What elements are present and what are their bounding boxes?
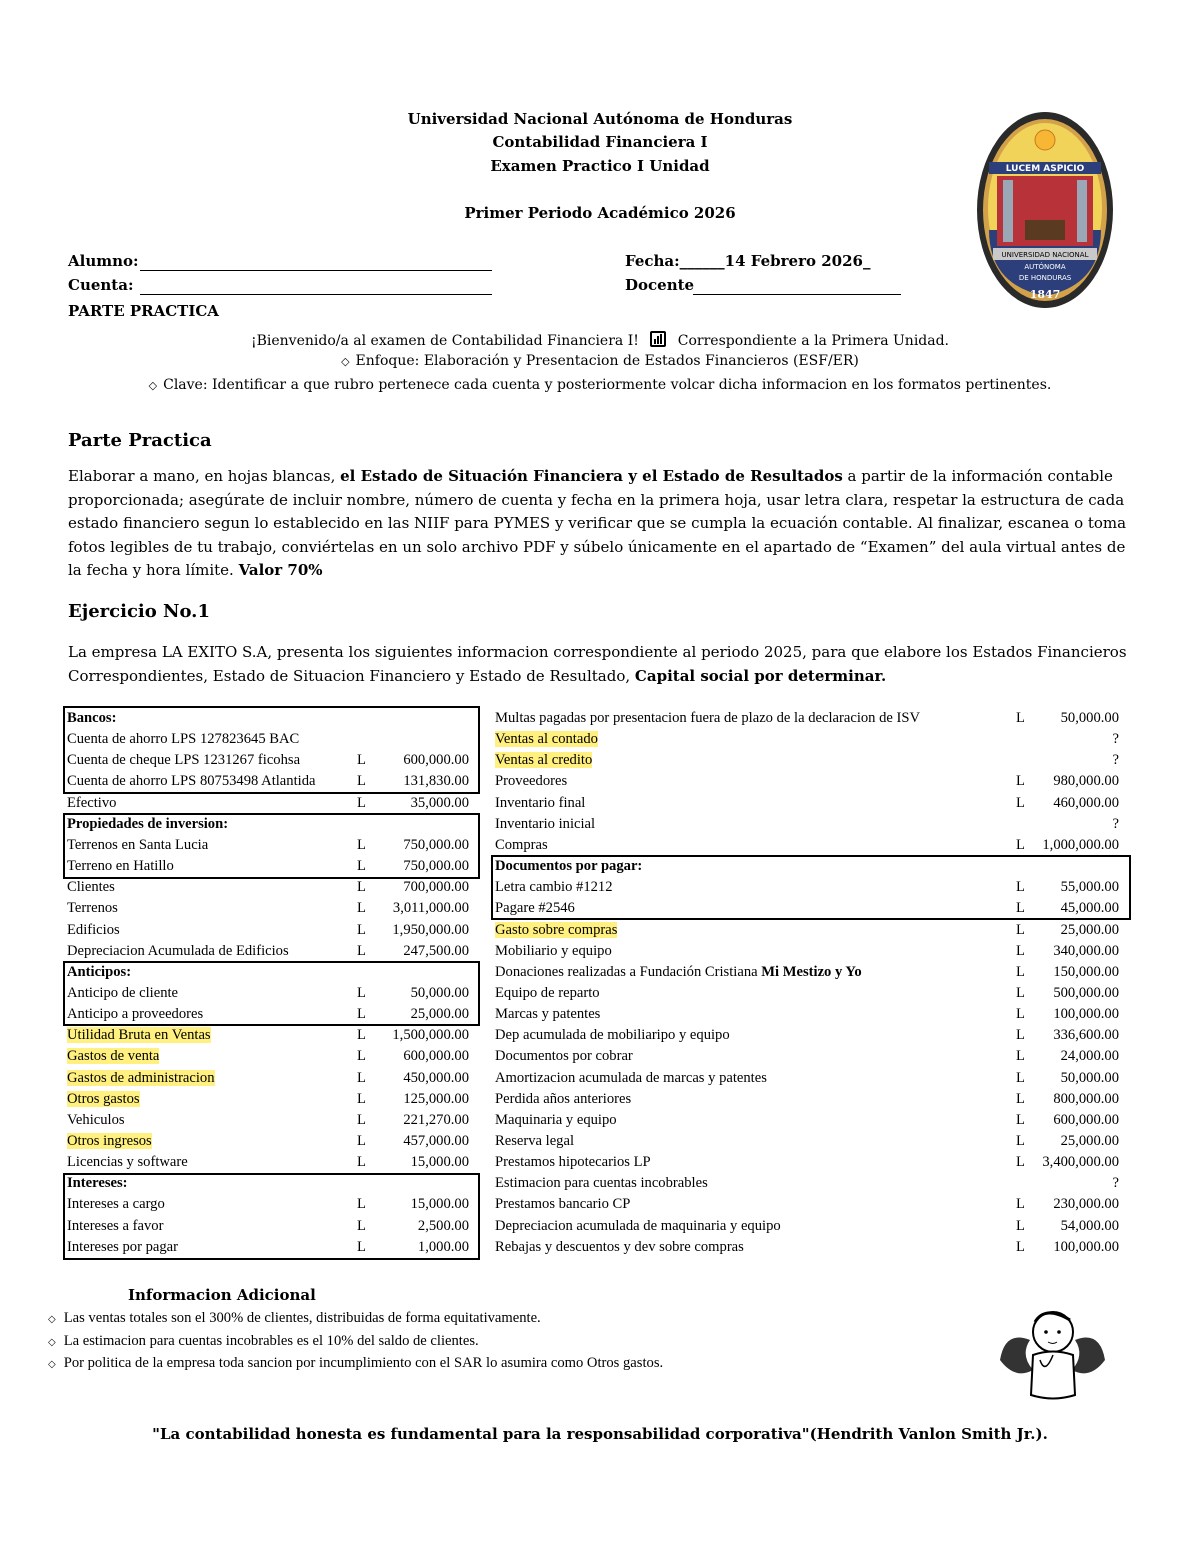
currency-label: L xyxy=(357,921,366,938)
account-name: Donaciones realizadas a Fundación Cristiana Mi Mestizo y Yo xyxy=(495,963,862,980)
account-name: Utilidad Bruta en Ventas xyxy=(67,1027,211,1044)
exercise-text-bold: Capital social por determinar. xyxy=(634,666,887,685)
account-name: Estimacion para cuentas incobrables xyxy=(495,1175,708,1192)
amount-value: 125,000.00 xyxy=(403,1090,469,1107)
table-row xyxy=(67,1068,469,1089)
account-name: Intereses por pagar xyxy=(67,1238,179,1255)
amount-value: 150,000.00 xyxy=(1053,963,1119,980)
list-item: ◇ Las ventas totales son el 300% de clientes, distribuidas de forma equitativamente. xyxy=(48,1310,541,1326)
focus-text: Enfoque: Elaboración y Presentacion de Estados Financieros (ESF/ER) xyxy=(355,353,859,369)
currency-label: L xyxy=(1016,794,1025,811)
date-field: Fecha:______14 Febrero 2026_ xyxy=(625,252,871,270)
account-name: Terrenos xyxy=(67,900,118,917)
account-name: Anticipo a proveedores xyxy=(67,1006,204,1023)
account-name: Propiedades de inversion: xyxy=(67,815,229,832)
currency-label: L xyxy=(357,900,366,917)
account-name: Ventas al contado xyxy=(495,731,598,748)
currency-label: L xyxy=(1016,1196,1025,1213)
currency-label: L xyxy=(1016,1048,1025,1065)
account-name: Marcas y patentes xyxy=(495,1006,601,1023)
table-row xyxy=(67,877,469,898)
amount-value: 600,000.00 xyxy=(1053,1111,1119,1128)
table-row xyxy=(67,1025,469,1046)
currency-label: L xyxy=(1016,1217,1025,1234)
account-name: Cuenta de ahorro LPS 127823645 BAC xyxy=(67,731,300,748)
focus-line xyxy=(0,353,1200,369)
anticipos-group-box xyxy=(63,961,480,1026)
amount-value: 340,000.00 xyxy=(1053,942,1119,959)
practice-title: Parte Practica xyxy=(68,430,212,451)
account-number-line[interactable] xyxy=(140,294,492,295)
amount-value: 131,830.00 xyxy=(403,773,469,790)
currency-label: L xyxy=(1016,984,1025,1001)
amount-value: 50,000.00 xyxy=(1060,710,1119,726)
amount-value: 2,500.00 xyxy=(417,1217,469,1234)
amount-value: 800,000.00 xyxy=(1053,1090,1119,1107)
amount-value: 45,000.00 xyxy=(1060,900,1119,917)
table-row xyxy=(495,708,1119,729)
seal-year: 1847 xyxy=(1029,288,1061,301)
practice-text-1: Elaborar a mano, en hojas blancas, xyxy=(68,467,341,485)
account-name: Prestamos bancario CP xyxy=(495,1196,631,1213)
amount-value: 100,000.00 xyxy=(1053,1238,1119,1255)
key-line xyxy=(0,377,1200,393)
account-name: Maquinaria y equipo xyxy=(495,1111,617,1128)
currency-label: L xyxy=(357,1048,366,1065)
currency-label: L xyxy=(1016,710,1025,726)
teacher-label: Docente xyxy=(625,276,695,294)
account-name: Amortizacion acumulada de marcas y patentes xyxy=(495,1069,767,1086)
account-name: Cuenta de ahorro LPS 80753498 Atlantida xyxy=(67,773,316,790)
account-name: Depreciacion Acumulada de Edificios xyxy=(67,942,289,959)
table-row xyxy=(495,941,1119,962)
table-row xyxy=(67,1152,469,1173)
intereses-group-box xyxy=(63,1173,480,1260)
table-row xyxy=(67,1110,469,1131)
account-name: Terrenos en Santa Lucia xyxy=(67,836,209,853)
account-name: Reserva legal xyxy=(495,1133,575,1149)
currency-label: L xyxy=(357,1006,366,1023)
amount-value: 1,950,000.00 xyxy=(392,921,469,938)
currency-label: L xyxy=(357,1238,366,1255)
table-row xyxy=(495,835,1119,856)
currency-label: L xyxy=(1016,1027,1025,1044)
seal-motto: LUCEM ASPICIO xyxy=(1005,164,1085,174)
currency-label: L xyxy=(357,794,366,811)
account-name: Prestamos hipotecarios LP xyxy=(495,1154,651,1171)
account-name: Anticipos: xyxy=(67,963,132,980)
welcome-text-2: Correspondiente a la Primera Unidad. xyxy=(677,333,950,349)
account-label: Cuenta: xyxy=(68,276,134,294)
additional-list xyxy=(48,1308,663,1376)
additional-title: Informacion Adicional xyxy=(128,1286,316,1304)
amount-value: 55,000.00 xyxy=(1060,879,1119,896)
table-row xyxy=(495,1089,1119,1110)
practice-text-bold: el Estado de Situación Financiera y el Estado de Resultados xyxy=(340,467,843,485)
diamond-bullet-icon: ◇ xyxy=(48,1336,56,1348)
exam-title: Examen Practico I Unidad xyxy=(490,157,710,175)
documentos-group-box xyxy=(491,855,1131,920)
amount-value: 15,000.00 xyxy=(410,1196,469,1213)
currency-label: L xyxy=(1016,1090,1025,1107)
currency-label: L xyxy=(1016,900,1025,917)
closing-quote: "La contabilidad honesta es fundamental para la responsabilidad corporativa"(Hendrith Vanlon Smith Jr.). xyxy=(152,1425,1048,1443)
diamond-bullet-icon: ◇ xyxy=(148,379,158,392)
amount-value: 35,000.00 xyxy=(410,794,469,811)
currency-label: L xyxy=(1016,1006,1025,1023)
amount-value: 700,000.00 xyxy=(403,879,469,896)
diamond-bullet-icon: ◇ xyxy=(48,1314,56,1325)
table-row xyxy=(495,983,1119,1004)
amount-value: 1,500,000.00 xyxy=(392,1027,469,1044)
currency-label: L xyxy=(357,773,366,790)
amount-value: 230,000.00 xyxy=(1053,1196,1119,1213)
table-row xyxy=(495,1173,1119,1194)
exercise-paragraph xyxy=(68,641,1133,688)
amount-value: 1,000,000.00 xyxy=(1042,836,1119,853)
amount-value: 50,000.00 xyxy=(1060,1069,1119,1086)
currency-label: L xyxy=(1016,1069,1025,1086)
account-name: Proveedores xyxy=(495,773,568,790)
table-row xyxy=(495,1110,1119,1131)
teacher-name-line[interactable] xyxy=(693,294,901,295)
table-row xyxy=(495,1131,1119,1152)
currency-label: L xyxy=(357,752,366,769)
currency-label: L xyxy=(357,1069,366,1086)
account-name: Letra cambio #1212 xyxy=(495,879,613,896)
table-row xyxy=(495,1025,1119,1046)
university-seal xyxy=(975,110,1115,310)
currency-label: L xyxy=(1016,773,1025,790)
practice-paragraph xyxy=(68,465,1133,583)
propiedades-group-box xyxy=(63,813,480,879)
amount-value: 100,000.00 xyxy=(1053,1006,1119,1023)
amount-value: 54,000.00 xyxy=(1060,1217,1119,1234)
amount-value: 980,000.00 xyxy=(1053,773,1119,790)
table-row xyxy=(495,1046,1119,1067)
account-name: Dep acumulada de mobiliaripo y equipo xyxy=(495,1027,730,1044)
table-row xyxy=(495,750,1119,771)
amount-value: 500,000.00 xyxy=(1053,984,1119,1001)
exercise-title: Ejercicio No.1 xyxy=(68,601,210,622)
currency-label: L xyxy=(357,1217,366,1234)
currency-label: L xyxy=(357,858,366,875)
currency-label: L xyxy=(357,879,366,896)
currency-label: L xyxy=(1016,942,1025,959)
diamond-bullet-icon: ◇ xyxy=(48,1359,56,1370)
currency-label: L xyxy=(1016,921,1025,938)
account-name: Intereses: xyxy=(67,1175,128,1192)
account-name: Perdida años anteriores xyxy=(495,1090,632,1107)
account-name: Bancos: xyxy=(67,710,117,726)
exercise-text: La empresa LA EXITO S.A, presenta los siguientes informacion correspondiente al periodo 2025, para que elabore los Estados Financieros Correspondientes, Estado de Situacion Financiero y Estado de Resultado, xyxy=(68,643,1127,685)
table-row xyxy=(495,729,1119,750)
amount-value: 221,270.00 xyxy=(403,1111,469,1128)
table-row xyxy=(495,920,1119,941)
account-name: Pagare #2546 xyxy=(495,900,575,917)
amount-value: ? xyxy=(1112,731,1119,748)
practice-value: Valor 70% xyxy=(238,561,323,579)
amount-value: 600,000.00 xyxy=(403,1048,469,1065)
currency-label: L xyxy=(357,984,366,1001)
table-row xyxy=(67,920,469,941)
currency-label: L xyxy=(1016,1238,1025,1255)
student-name-line[interactable] xyxy=(140,270,492,271)
account-name: Ventas al credito xyxy=(495,752,593,769)
table-row xyxy=(67,898,469,919)
currency-label: L xyxy=(357,1027,366,1044)
account-name: Cuenta de cheque LPS 1231267 ficohsa xyxy=(67,752,301,769)
welcome-line xyxy=(0,330,1200,349)
student-label: Alumno: xyxy=(68,252,139,270)
currency-label: L xyxy=(357,1111,366,1128)
table-row xyxy=(495,1068,1119,1089)
amount-value: ? xyxy=(1112,815,1119,832)
amount-value: 25,000.00 xyxy=(1060,921,1119,938)
table-row xyxy=(495,1004,1119,1025)
amount-value: 457,000.00 xyxy=(403,1133,469,1149)
amount-value: ? xyxy=(1112,1175,1119,1192)
seal-name-line3: DE HONDURAS xyxy=(1018,274,1072,282)
currency-label: L xyxy=(357,1196,366,1213)
amount-value: ? xyxy=(1112,752,1119,769)
table-row xyxy=(495,1237,1119,1258)
account-name: Compras xyxy=(495,836,548,853)
amount-value: 25,000.00 xyxy=(410,1006,469,1023)
amount-value: 3,011,000.00 xyxy=(392,900,469,917)
course-name: Contabilidad Financiera I xyxy=(492,133,708,151)
account-name: Intereses a favor xyxy=(67,1217,164,1234)
table-row xyxy=(67,941,469,962)
currency-label: L xyxy=(357,1090,366,1107)
university-name: Universidad Nacional Autónoma de Honduras xyxy=(407,110,793,128)
currency-label: L xyxy=(1016,1133,1025,1149)
table-row xyxy=(495,771,1119,792)
key-text: Clave: Identificar a que rubro pertenece cada cuenta y posteriormente volcar dicha informacion en los formatos pertinentes. xyxy=(163,377,1052,393)
practice-text-2: a partir de la información contable proporcionada; asegúrate de incluir nombre, número de cuenta y fecha en la primera hoja, usar letra clara, respetar la estructura de cada estado financiero segun lo establecido en las NIIF para PYMES y verificar que se cumpla la ecuación contable. Al finalizar, escanea o toma fotos legibles de tu trabajo, conviértelas en un solo archivo PDF y súbelo únicamente en el apartado de “Examen” del aula virtual antes de la fecha y hora límite. xyxy=(68,467,1127,579)
account-name: Equipo de reparto xyxy=(495,984,600,1001)
amount-value: 15,000.00 xyxy=(410,1154,469,1171)
list-item: ◇ Por politica de la empresa toda sancion por incumplimiento con el SAR lo asumira como Otros gastos. xyxy=(48,1355,664,1371)
currency-label: L xyxy=(1016,1154,1025,1171)
list-item: ◇ La estimacion para cuentas incobrables es el 10% del saldo de clientes. xyxy=(48,1332,479,1349)
account-name: Depreciacion acumulada de maquinaria y equipo xyxy=(495,1217,781,1234)
account-name: Terreno en Hatillo xyxy=(67,858,174,875)
seal-name-line1: UNIVERSIDAD NACIONAL xyxy=(1001,251,1089,259)
table-row xyxy=(495,1194,1119,1215)
amount-value: 50,000.00 xyxy=(410,984,469,1001)
table-row xyxy=(67,1046,469,1067)
amount-value: 247,500.00 xyxy=(403,942,469,959)
amount-value: 336,600.00 xyxy=(1053,1027,1119,1044)
currency-label: L xyxy=(1016,836,1025,853)
currency-label: L xyxy=(1016,963,1025,980)
account-name: Clientes xyxy=(67,879,115,896)
table-row xyxy=(495,1216,1119,1237)
currency-label: L xyxy=(1016,1111,1025,1128)
amount-value: 1,000.00 xyxy=(417,1238,469,1255)
account-name: Intereses a cargo xyxy=(67,1196,165,1213)
account-name: Inventario inicial xyxy=(495,815,596,832)
currency-label: L xyxy=(357,1133,366,1149)
table-row xyxy=(495,793,1119,814)
account-name: Efectivo xyxy=(67,794,117,811)
account-name: Anticipo de cliente xyxy=(67,984,179,1001)
cherub-illustration xyxy=(995,1300,1110,1405)
table-row xyxy=(67,1131,469,1152)
account-name: Gasto sobre compras xyxy=(495,921,618,938)
table-row xyxy=(495,1152,1119,1173)
amount-value: 460,000.00 xyxy=(1053,794,1119,811)
account-name: Inventario final xyxy=(495,794,586,811)
amount-value: 3,400,000.00 xyxy=(1042,1154,1119,1171)
account-name: Rebajas y descuentos y dev sobre compras xyxy=(495,1238,744,1255)
amount-value: 750,000.00 xyxy=(403,858,469,875)
currency-label: L xyxy=(1016,879,1025,896)
account-name: Otros ingresos xyxy=(67,1133,152,1149)
seal-name-line2: AUTÓNOMA xyxy=(1024,263,1066,271)
chart-icon xyxy=(649,330,667,348)
account-name: Mobiliario y equipo xyxy=(495,942,612,959)
account-name: Edificios xyxy=(67,921,120,938)
welcome-text: ¡Bienvenido/a al examen de Contabilidad Financiera I! xyxy=(250,333,639,349)
account-name: Gastos de administracion xyxy=(67,1069,215,1086)
account-name: Otros gastos xyxy=(67,1090,140,1107)
table-row xyxy=(67,793,469,814)
amount-value: 600,000.00 xyxy=(403,752,469,769)
diamond-bullet-icon: ◇ xyxy=(341,355,350,368)
table-row xyxy=(67,1089,469,1110)
section-label: PARTE PRACTICA xyxy=(68,302,219,320)
account-name: Licencias y software xyxy=(67,1154,188,1171)
bancos-group-box xyxy=(63,706,480,794)
amount-value: 750,000.00 xyxy=(403,836,469,853)
account-name: Documentos por cobrar xyxy=(495,1048,633,1065)
academic-period: Primer Periodo Académico 2026 xyxy=(464,204,736,222)
currency-label: L xyxy=(357,942,366,959)
currency-label: L xyxy=(357,1154,366,1171)
currency-label: L xyxy=(357,836,366,853)
amount-value: 25,000.00 xyxy=(1060,1133,1119,1149)
account-name: Vehiculos xyxy=(67,1111,125,1128)
amount-value: 450,000.00 xyxy=(403,1069,469,1086)
account-name: Multas pagadas por presentacion fuera de plazo de la declaracion de ISV xyxy=(495,710,921,726)
table-row xyxy=(495,814,1119,835)
account-name: Gastos de venta xyxy=(67,1048,160,1065)
amount-value: 24,000.00 xyxy=(1060,1048,1119,1065)
table-row xyxy=(495,962,1119,983)
account-name: Documentos por pagar: xyxy=(495,858,643,875)
